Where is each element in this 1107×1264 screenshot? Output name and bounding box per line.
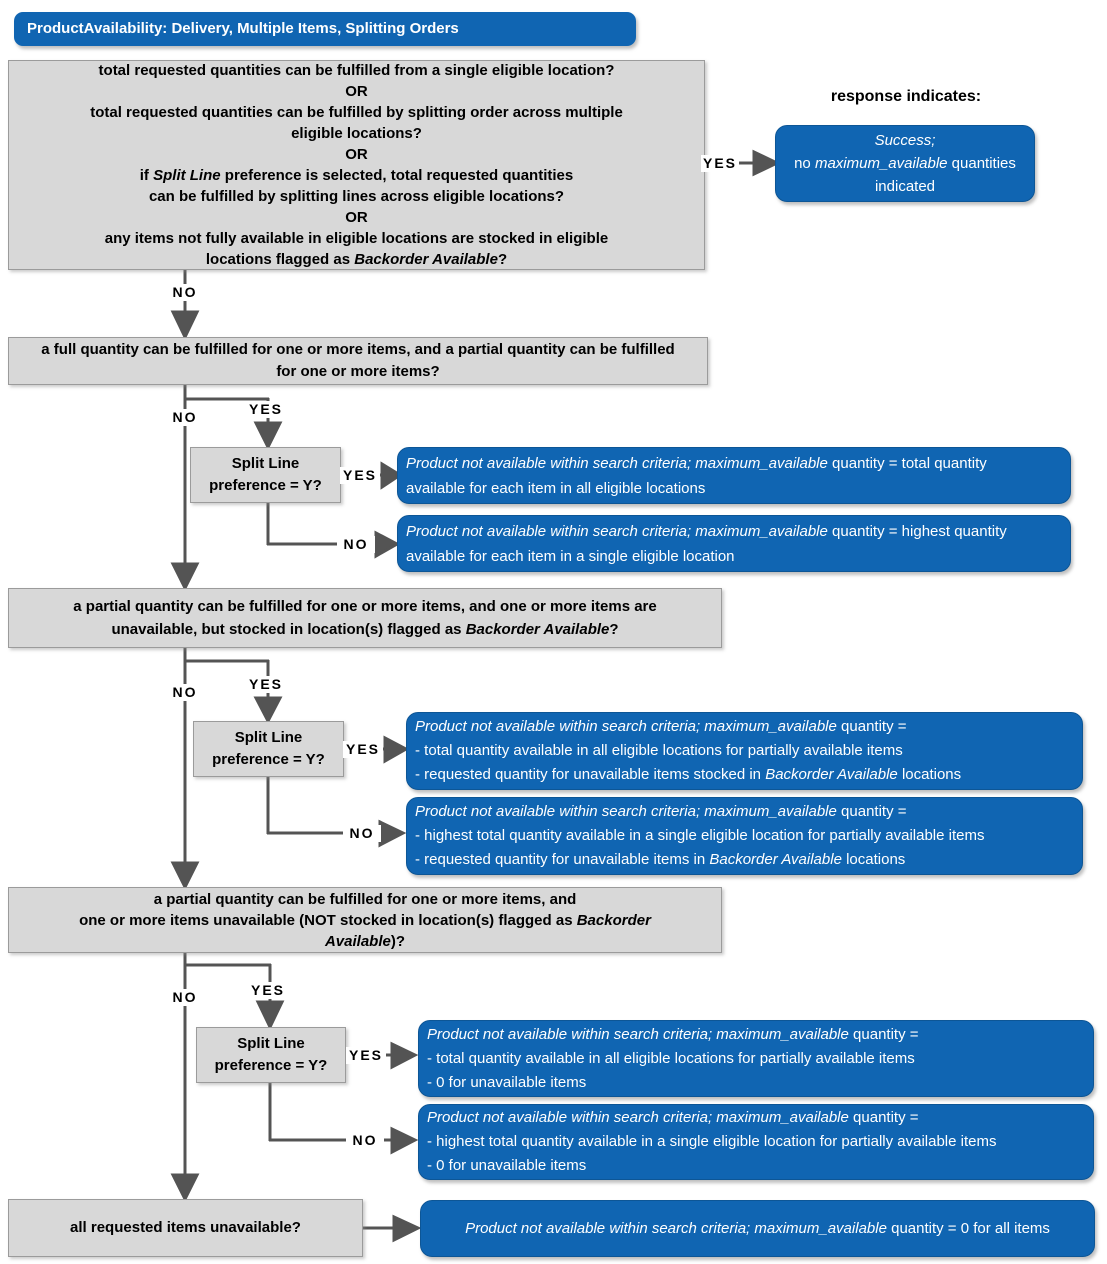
text-line: eligible locations?: [291, 125, 422, 142]
text-line: OR: [345, 83, 368, 100]
label-no-3: NO: [167, 684, 203, 701]
text-line: - highest total quantity available in a single eligible location for partially available items: [415, 827, 985, 844]
text-line: - highest total quantity available in a single eligible location for partially available items: [427, 1133, 997, 1150]
text-line: indicated: [874, 178, 936, 195]
result-backorder-split-total: [406, 712, 1083, 790]
label-no-split3: NO: [346, 1132, 384, 1149]
label-no-4: NO: [167, 989, 203, 1006]
result-zero-for-all-items: [420, 1200, 1095, 1257]
text-line: if Split Line preference is selected, total requested quantities: [139, 167, 574, 184]
label-yes-split3: YES: [346, 1047, 386, 1064]
result-success: [775, 125, 1035, 202]
text-line: Available)?: [324, 932, 406, 950]
text-line: Product not available within search criteria; maximum_available quantity =: [427, 1109, 919, 1126]
text-line: can be fulfilled by splitting lines across eligible locations?: [148, 188, 565, 205]
text-line: a full quantity can be fulfilled for one or more items, and a partial quantity can be fulfilled: [41, 341, 675, 358]
decision-split-line-1: [190, 447, 341, 503]
text-line: available for each item in a single eligible location: [406, 547, 735, 565]
decision-eligible-locations: [8, 60, 705, 270]
text-line: Product not available within search criteria; maximum_available quantity =: [427, 1025, 919, 1043]
diagram-title: [14, 12, 636, 46]
decision-split-line-3: [196, 1027, 346, 1083]
decision-partial-no-backorder: [8, 887, 722, 953]
decision-split-line-2: [193, 721, 344, 777]
text-line: any items not fully available in eligible locations are stocked in eligible: [104, 230, 609, 247]
result-partial-split-total-zero: [418, 1020, 1094, 1097]
text-line: OR: [345, 146, 368, 163]
text-line: preference = Y?: [212, 751, 325, 768]
text-line: Product not available within search criteria; maximum_available quantity = highest quantity: [406, 522, 1007, 540]
text-line: Product not available within search criteria; maximum_available quantity =: [415, 803, 907, 820]
text-line: preference = Y?: [214, 1057, 328, 1074]
text-line: Split Line: [234, 729, 303, 746]
label-no-split2: NO: [343, 825, 381, 842]
text-line: OR: [345, 209, 368, 226]
label-no-split1: NO: [337, 536, 375, 553]
diagram-title-text: ProductAvailability: Delivery, Multiple Items, Splitting Orders: [27, 20, 459, 37]
text-line: - 0 for unavailable items: [427, 1073, 587, 1091]
text-line: Split Line: [237, 1035, 305, 1052]
text-line: - total quantity available in all eligible locations for partially available items: [427, 1049, 915, 1067]
text-line: Product not available within search criteria; maximum_available quantity =: [415, 718, 907, 735]
result-backorder-highest-single: [406, 797, 1083, 875]
label-yes-3: YES: [245, 676, 287, 693]
label-yes-2: YES: [245, 401, 287, 418]
text-line: a partial quantity can be fulfilled for one or more items, and: [153, 890, 577, 908]
text-line: - total quantity available in all eligible locations for partially available items: [415, 742, 903, 759]
text-line: Product not available within search criteria; maximum_available quantity = total quantity: [406, 454, 987, 472]
result-partial-highest-single-zero: [418, 1104, 1094, 1180]
text-line: - requested quantity for unavailable items stocked in Backorder Available locations: [415, 766, 962, 783]
label-yes-4: YES: [247, 982, 289, 999]
text-line: total requested quantities can be fulfilled from a single eligible location?: [98, 62, 615, 79]
text-line: Split Line: [231, 455, 300, 472]
text-line: preference = Y?: [209, 477, 322, 494]
text-line: available for each item in all eligible locations: [406, 479, 706, 497]
response-indicates-heading: response indicates:: [830, 88, 982, 105]
result-highest-quantity-single-location: [397, 515, 1071, 572]
label-yes-split1: YES: [340, 467, 380, 484]
label-no-2: NO: [167, 409, 203, 426]
text-line: one or more items unavailable (NOT stocked in location(s) flagged as Backorder: [79, 911, 651, 929]
text-line: Product not available within search criteria; maximum_available quantity = 0 for all items: [465, 1219, 1050, 1237]
text-line: - 0 for unavailable items: [427, 1157, 587, 1174]
decision-partial-with-backorder: [8, 588, 722, 648]
text-line: - requested quantity for unavailable items in Backorder Available locations: [415, 851, 906, 868]
text-line: for one or more items?: [276, 363, 440, 380]
label-no-1: NO: [168, 284, 202, 301]
result-total-quantity-all-locations: [397, 447, 1071, 504]
text-line: Success;: [874, 132, 936, 149]
text-line: all requested items unavailable?: [70, 1219, 301, 1236]
text-line: total requested quantities can be fulfilled by splitting order across multiple: [90, 104, 623, 121]
text-line: unavailable, but stocked in location(s) flagged as Backorder Available?: [111, 621, 619, 638]
text-line: locations flagged as Backorder Available?: [205, 251, 508, 268]
label-yes-top: YES: [702, 155, 737, 171]
text-line: no maximum_available quantities: [794, 155, 1016, 172]
text-line: a partial quantity can be fulfilled for one or more items, and one or more items are: [73, 598, 657, 615]
decision-all-unavailable: [8, 1199, 363, 1257]
decision-full-and-partial: [8, 337, 708, 385]
label-yes-split2: YES: [343, 741, 383, 758]
